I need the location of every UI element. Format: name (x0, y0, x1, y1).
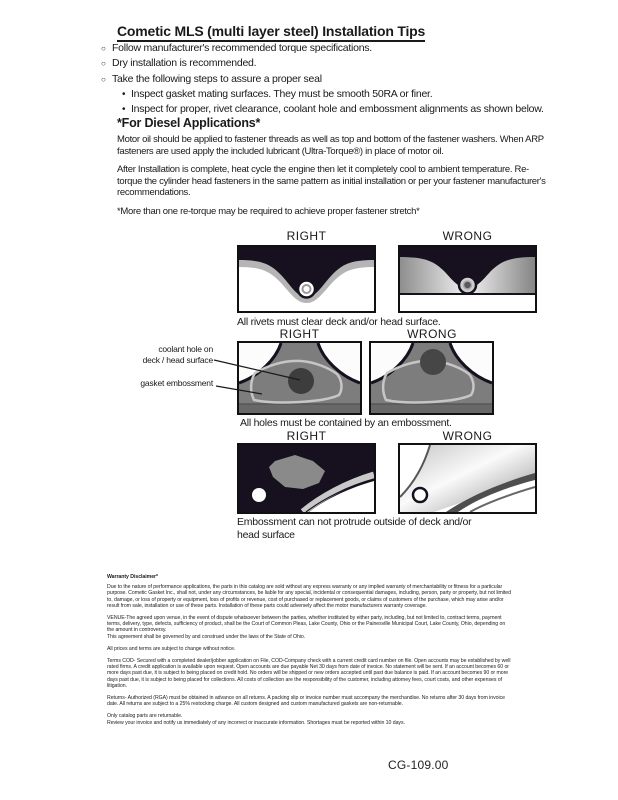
filled-bullet-icon: • (122, 88, 126, 100)
right-label: RIGHT (286, 229, 327, 243)
wrong-label: WRONG (442, 229, 493, 243)
leader-lines (200, 350, 320, 400)
embossment-wrong-illustration (400, 445, 535, 512)
tip-text: Dry installation is recommended. (112, 57, 257, 70)
embossment-wrong-diagram (398, 443, 537, 514)
rivet-right-illustration (239, 247, 374, 311)
diesel-paragraph-2: After Installation is complete, heat cycle the engine then let it completely cool to ambient temperature. Re-torque the cylinder head fasteners in the same pattern as initial installation or per your fastener manufacturer's recommendations. (117, 164, 546, 198)
page-number: CG-109.00 (388, 758, 449, 772)
holes-caption: All holes must be contained by an embossment. (240, 417, 452, 429)
coolant-hole-label: coolant hole on deck / head surface (142, 344, 213, 365)
list-item (101, 56, 581, 71)
rivet-caption: All rivets must clear deck and/or head surface. (237, 316, 441, 328)
tip-text: Inspect gasket mating surfaces. They must be smooth 50RA or finer. (131, 87, 433, 100)
gasket-embossment-label: gasket embossment (140, 378, 213, 388)
legal-paragraph: Due to the nature of performance applications, the parts in this catalog are sold without any express warranty or any implied warranty of merchantability or fitness for a particular purpose. Cometic Gasket Inc., shall not, under any circumstances, be liable for any special, incidental or consequential damages, including, person, party or property, but not limited to, damage, or loss of property or equipment, loss of profits or revenue, cost of purchased or replacement goods, or claims of customers of the purchase, which may arise and/or result from sale, installation or use of these parts. Installation of these parts could adversely affect the motor manufacturers warranty coverage. (107, 584, 511, 609)
rivet-wrong-diagram (398, 245, 537, 313)
wrong-label: WRONG (442, 429, 493, 443)
diesel-heading: *For Diesel Applications* (117, 116, 261, 130)
filled-bullet-icon: • (122, 104, 126, 116)
retorque-note: *More than one re-torque may be required to achieve proper fastener stretch* (117, 206, 420, 217)
legal-paragraph: VENUE-The agreed upon venue, in the event of dispute whatsoever between the parties, whether instituted by either party, including, but not limited to, contract terms, payment terms, delivery, type, defects, sufficiency of product, shall be the Court of Common Pleas, Lake County, Ohio or the Painesville Municipal Court, Lake County, Ohio, depending on the amount in controversy. (107, 615, 506, 634)
legal-paragraph: Returns- Authorized (RGA) must be obtained in advance on all returns. A packing slip or invoice number must accompany the merchandise. No returns after 30 days from invoice date. All returns are subject to a 25% restocking charge. All custom designed and custom manufactured gaskets are non-returnable. (107, 695, 505, 708)
embossment-right-diagram (237, 443, 376, 514)
wrong-label: WRONG (407, 327, 457, 341)
embossment-right-illustration (239, 445, 374, 512)
right-label: RIGHT (286, 429, 327, 443)
tip-text: Follow manufacturer's recommended torque specifications. (112, 42, 372, 54)
open-bullet-icon: ○ (101, 74, 106, 84)
legal-paragraph: Only catalog parts are returnable. (107, 713, 183, 720)
legal-paragraph: Terms COD- Secured with a completed dealer/jobber application on File, COD-Company check with a current credit card number on file. Open accounts may be established by well rated firms. A credit application is available upon request. Open accounts are due payable Net 30 days from date of invoice. No statement will be sent. If an account becomes 60 or more days past due, it is subject to being placed on credit hold. No orders will be shipped or new orders accepted until past due balance is paid. If an account becomes 90 or more days past due, it is subject to being placed for collections. All costs of collection are the responsibility of the customer, including attorney fees, court costs, and other expenses of litigation. (107, 658, 511, 689)
tip-text: Inspect for proper, rivet clearance, coolant hole and embossment alignments as shown below. (131, 103, 544, 116)
rivet-wrong-illustration (400, 247, 535, 311)
legal-paragraph: All prices and terms are subject to change without notice. (107, 645, 236, 652)
warranty-disclaimer-heading: Warranty Disclaimer* (107, 574, 158, 580)
open-bullet-icon: ○ (101, 44, 106, 53)
holes-wrong-diagram (369, 341, 494, 415)
holes-wrong-illustration (371, 343, 492, 413)
tip-text: Take the following steps to assure a proper seal (112, 72, 322, 85)
legal-section (107, 574, 511, 726)
embossment-caption: Embossment can not protrude outside of deck and/or head surface (237, 516, 472, 541)
installation-tips-list (101, 41, 581, 117)
page-title: Cometic MLS (multi layer steel) Installation Tips (117, 23, 425, 42)
right-label: RIGHT (279, 327, 320, 341)
open-bullet-icon: ○ (101, 59, 106, 69)
legal-paragraph: Review your invoice and notify us immediately of any incorrect or inaccurate information. Shortages must be reported within 10 days. (107, 719, 405, 726)
list-item (122, 87, 581, 102)
list-item (101, 41, 581, 56)
rivet-right-diagram (237, 245, 376, 313)
list-item (101, 72, 581, 87)
diesel-paragraph-1: Motor oil should be applied to fastener threads as well as top and bottom of the fastener washers. When ARP fasteners are used apply the included lubricant (Ultra-Torque®) in place of motor oil. (117, 134, 544, 157)
legal-paragraph: This agreement shall be governed by and construed under the laws of the State of Ohio. (107, 633, 306, 640)
